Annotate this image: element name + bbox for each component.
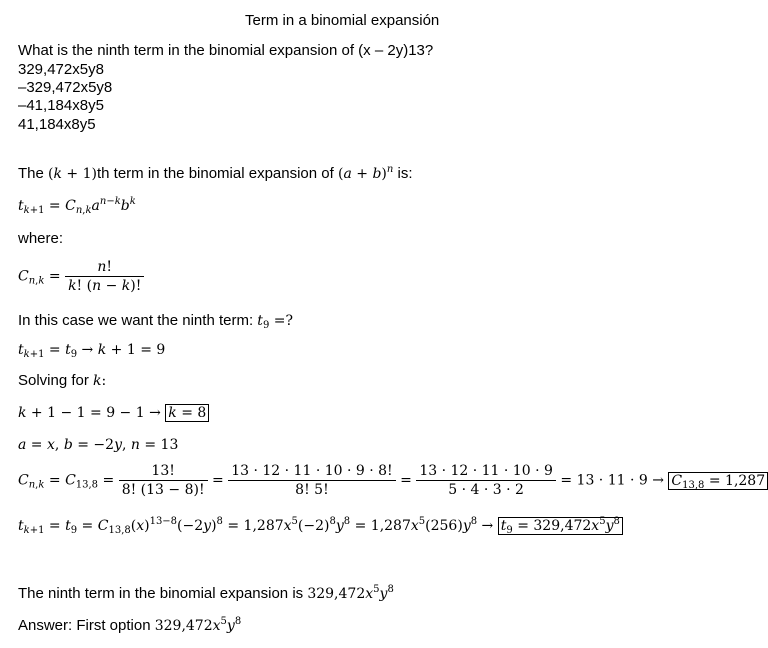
intro-text: The	[18, 165, 44, 182]
intro-mid-text: th term in the binomial expansion of	[96, 165, 334, 182]
intro-end-text: is:	[397, 165, 413, 182]
where-label: where:	[18, 230, 64, 247]
general-term-formula: $t_{k+1} = C_{n,k}a^{n-k}b^k$	[18, 196, 136, 216]
term-computation: $t_{k+1} = t_9 = C_{13,8}(x)^{13-8}(-2y)^8 = 1,287x^5(-2)^8y^8 = 1,287x^5(256)y^8 \to t_9 = 329,472x^5y^8$	[18, 518, 623, 534]
fraction-step-1: $\frac{13!}{8! (13 - 8)!}$	[119, 463, 208, 498]
a-plus-b-expression: $(a + b)^n$	[337, 164, 394, 182]
option-2: –329,472x5y8	[18, 79, 113, 96]
combination-fraction: $\frac{n!}{k! (n - k)!}$	[65, 259, 144, 294]
answer-term: $329,472x^5y^8$	[154, 616, 242, 634]
question-text: What is the ninth term in the binomial expansion of (x – 2y)13?	[18, 42, 434, 59]
conclusion-text: The ninth term in the binomial expansion is	[18, 585, 304, 602]
conclusion-term: $329,472x^5y^8$	[307, 584, 394, 602]
combination-computation: $C_{n,k} = C_{13,8}$ = $\frac{13!}{8! (13 - 8)!}$ = $\frac{13 \cdot 12 \cdot 11 \cdot 10 \cdot 9 \cdot 8!}{8! 5!}$ = $\frac{13 \cdot 12 \cdot 11 \cdot 10 \cdot 9}{5 \cdot 4 \cdot 3 \cdot 2}$ = $13 \cdot 11 \cdot 9 \to C_{13,8} = 1,287$	[18, 463, 768, 498]
ninth-term-line	[18, 312, 293, 329]
option-3: –41,184x8y5	[18, 97, 104, 114]
combination-formula: $C_{n,k}$ = $\frac{n!}{k! (n - k)!}$	[18, 259, 144, 294]
solving-text: Solving for	[18, 372, 89, 389]
term-result-box: $t_9 = 329,472x^5y^8$	[498, 517, 623, 535]
t9-expression: $t_9$ =?	[257, 313, 293, 331]
intro-line	[18, 165, 413, 182]
option-4: 41,184x8y5	[18, 116, 96, 133]
fraction-step-3: $\frac{13 \cdot 12 \cdot 11 \cdot 10 \cdot 9}{5 \cdot 4 \cdot 3 \cdot 2}$	[416, 463, 556, 498]
answer-text: Answer: First option	[18, 617, 151, 634]
k-plus-1-expression: (k + 1)	[48, 166, 97, 182]
solving-line	[18, 372, 106, 389]
index-equation: $t_{k+1} = t_9 \to k + 1 = 9$	[18, 342, 166, 360]
combination-result-box: $C_{13,8} = 1,287$	[668, 472, 768, 490]
answer-line	[18, 617, 241, 634]
ninth-term-text: In this case we want the ninth term:	[18, 312, 254, 329]
k-variable: k:	[93, 373, 107, 389]
k-result-box: k = 8	[165, 404, 209, 422]
k-solution: k + 1 − 1 = 9 − 1 → k = 8	[18, 405, 209, 421]
fraction-step-2: $\frac{13 \cdot 12 \cdot 11 \cdot 10 \cdot 9 \cdot 8!}{8! 5!}$	[228, 463, 395, 498]
parameters-line: a = x, b = −2y, n = 13	[18, 437, 179, 453]
product-step: 13 · 11 · 9	[576, 472, 648, 489]
option-1: 329,472x5y8	[18, 61, 104, 78]
page-title: Term in a binomial expansión	[245, 12, 440, 29]
conclusion-line	[18, 585, 394, 602]
